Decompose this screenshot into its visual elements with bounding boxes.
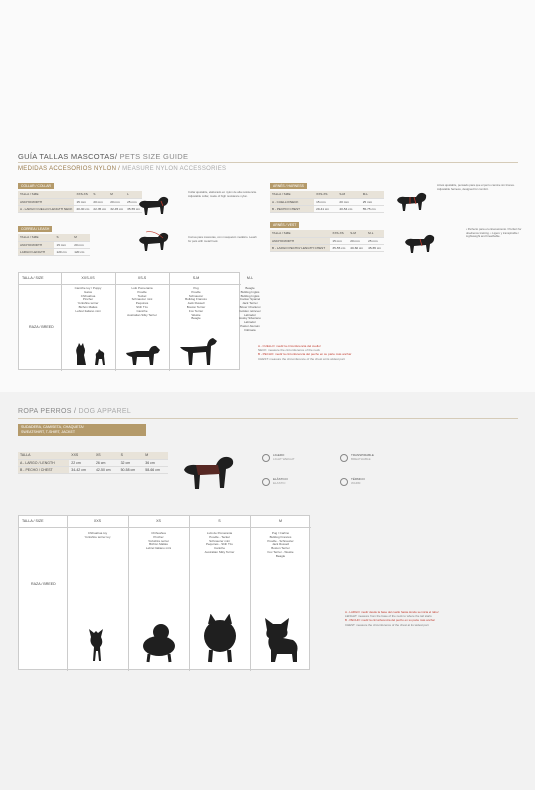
apparel-grid-head-rule xyxy=(19,527,311,528)
harness-table xyxy=(270,191,384,213)
grid-breed: Labrador xyxy=(243,312,256,317)
grid-size-header: XXS-XS xyxy=(81,276,95,280)
apparel-grid-breed: Caniche xyxy=(213,546,225,551)
vest-cell: 25 mm xyxy=(366,237,384,244)
apparel-grid-breed-label: RAZA / BREED xyxy=(31,582,56,586)
page-title xyxy=(18,152,188,161)
leash-cell: 120 cm xyxy=(72,248,90,255)
grid-breed: Caniche toy / Puppy xyxy=(74,286,102,290)
harness-cell: 25 mm xyxy=(361,198,384,205)
apparel-title xyxy=(18,408,131,415)
apparel-grid-breed: Bulldog Francés xyxy=(269,534,292,539)
vest-cell: 20 mm xyxy=(348,237,366,244)
collar-row-label: A - LARGO CUELLO/ LENGTH NECK xyxy=(20,206,73,211)
apparel-cell: S xyxy=(119,452,144,459)
grid-breed: Chihuahua xyxy=(80,293,96,298)
grid-breed-label: RAZA / BREED xyxy=(29,325,54,329)
vest-row-label: B - LARGO PECHO/ LENGTH CHEST xyxy=(270,244,330,251)
leash-row-label: ANCHO/WIDTH xyxy=(18,241,54,248)
apparel-grid-breed: Yorkshire terrier xyxy=(147,538,170,543)
apparel-cell: 58-66 cm xyxy=(143,466,168,473)
apparel-grid-breed: Pincher xyxy=(153,534,164,539)
apparel-row xyxy=(18,452,168,459)
apparel-grid-size-label: TALLA / SIZE xyxy=(22,519,44,523)
harness-cell: 15 mm xyxy=(314,198,337,205)
collar-cell: 20-30 cm xyxy=(76,206,90,211)
collar-row xyxy=(18,205,142,212)
doberman-icon xyxy=(177,335,221,367)
apparel-tag xyxy=(18,424,146,436)
grid-breed: Poodle xyxy=(137,289,147,294)
apparel-grid-size-header: XS xyxy=(156,519,161,523)
grid-breed-list xyxy=(115,287,169,317)
legend-a-es: A - CUELLO: medir la circunferencia del cuello/ xyxy=(258,344,321,348)
grid-breed: Shih Tzu xyxy=(136,304,148,309)
leash-row xyxy=(18,248,90,255)
feature-label xyxy=(273,454,295,461)
collar-cell: 32-45 cm xyxy=(110,206,124,211)
grid-breed: Gatos xyxy=(83,289,92,294)
vest-cell: 40-60 cm xyxy=(348,244,366,251)
collar-note: Collar ajustable, elaborado en nylon de alta resistencia. Adjustable collar, made of high resistance nylon. xyxy=(188,190,257,198)
legend-bottom-b-en: CHEST: measure the circumference of the chest at its widest part xyxy=(345,622,429,627)
grid-breed-list xyxy=(61,287,115,314)
grid-breed: Bulldog Inglés xyxy=(240,289,260,294)
legend-bottom-a-en: LENGHT: measure from the base of the neck to where the tail starts xyxy=(345,614,432,619)
feature-label-es: TRANSPIRABLE xyxy=(351,453,374,457)
collar-row-label: ANCHO/WIDTH xyxy=(18,198,74,205)
grid-breed: Jack Russell xyxy=(187,301,205,306)
grid-breed: Labrador xyxy=(243,320,256,325)
leash-table xyxy=(18,234,90,256)
collar-cell: M xyxy=(108,191,125,198)
feather-icon xyxy=(262,454,270,462)
collar-cell: S xyxy=(91,191,108,198)
grid-breed: Bulldog Francés xyxy=(185,297,207,302)
grid-breed: Teckel xyxy=(137,293,147,298)
harness-row-label: TALLA / SIZE xyxy=(270,191,314,198)
dog-leash-icon xyxy=(134,228,174,256)
grid-breed: Bóxer Charleroi xyxy=(239,304,261,309)
apparel-grid-breed: Poodle - Schnauzer xyxy=(267,538,294,543)
apparel-cell: 34-42 cm xyxy=(69,466,94,473)
collar-row-label: TALLA / SIZE xyxy=(18,191,74,198)
vest-row xyxy=(270,237,384,244)
harness-row xyxy=(270,191,384,198)
apparel-grid-breed: Pequinés - Shih Tzu xyxy=(206,542,233,547)
vest-cell: S-M xyxy=(348,230,366,237)
leash-cell: S xyxy=(54,234,72,241)
harness-row xyxy=(270,205,384,212)
apparel-cell: XXS xyxy=(69,452,94,459)
apparel-grid-breed-list xyxy=(67,532,128,540)
legend-bottom-a-es: A - LARGO: medir desde la base del cuello hasta donde se inicia el rabo/ xyxy=(345,610,439,614)
harness-note: Arnés ajustable, pensado para que el perro camine sin tirones. Adjustable harness, designed for comfort. xyxy=(437,183,515,191)
grid-breed: Beagle xyxy=(245,286,255,290)
cat-and-chihuahua-icon xyxy=(69,341,113,367)
apparel-grid-breed: Schnauzer mini xyxy=(209,538,230,543)
measure-legend-bottom xyxy=(345,610,525,627)
collar-cell: 20 mm xyxy=(108,198,125,205)
feature-label-es: ELÁSTICO xyxy=(273,477,288,481)
harness-cell: M-L xyxy=(361,191,384,198)
vest-cell: XXS-XS xyxy=(330,230,348,237)
pomeranian-icon xyxy=(199,614,241,664)
feature-label-es: TÉRMICO xyxy=(351,477,365,481)
chihuahua-icon xyxy=(83,619,113,663)
subtitle-en: MEASURE NYLON ACCESSORIES xyxy=(120,166,227,172)
collar-cell: XXS-XS xyxy=(74,191,91,198)
collar-tag: COLLAR / COLLAR xyxy=(18,183,54,189)
leash-cell: 15 mm xyxy=(54,241,72,248)
grid-size-header: S-M xyxy=(192,276,200,280)
dog-harness-icon xyxy=(392,188,430,216)
schnauzer-icon xyxy=(123,343,163,367)
vest-row-label: ANCHO/WIDTH xyxy=(270,237,330,244)
apparel-row-label: TALLA xyxy=(18,452,69,459)
feature-label-en: BREATHABLE xyxy=(351,456,371,461)
leash-cell: M xyxy=(72,234,90,241)
apparel-row-label: B - PECHO / CHEST xyxy=(18,466,69,473)
vest-row xyxy=(270,230,384,237)
grid-breed: Australian Silky Terrier xyxy=(127,312,157,317)
breathable-icon xyxy=(340,454,348,462)
section-subtitle xyxy=(18,166,226,172)
apparel-cell: 42-50 cm xyxy=(94,466,119,473)
leash-row xyxy=(18,241,90,248)
dog-vest-icon xyxy=(400,230,438,258)
harness-cell: 40-54 cm xyxy=(337,205,360,212)
grid-breed: Lebrel Italiano mini xyxy=(75,308,101,313)
grid-breed: Pug xyxy=(193,286,199,290)
grid-breed: Caniche xyxy=(136,308,148,313)
harness-cell: 55-75 cm xyxy=(361,205,384,212)
breed-size-grid xyxy=(18,272,261,370)
measure-legend-top xyxy=(258,344,458,361)
leash-tag: CORREA / LEASH xyxy=(18,226,52,232)
collar-cell: 20 mm xyxy=(91,198,108,205)
vest-cell: M-L xyxy=(366,230,384,237)
apparel-tag-es: SUDADERA, CAMISETA, CHAQUETA/ xyxy=(21,425,84,429)
harness-row-label: B - PECHO/ CHEST xyxy=(270,205,314,212)
grid-breed: Westie xyxy=(191,312,201,317)
grid-breed: Bulldog Inglés xyxy=(240,293,260,298)
apparel-row xyxy=(18,459,168,466)
harness-row xyxy=(270,198,384,205)
title-es: GUÍA TALLAS MASCOTAS/ xyxy=(18,152,118,161)
thermal-icon xyxy=(340,478,348,486)
feature-label-es: LIGERO xyxy=(273,453,285,457)
apparel-grid-breed: Chihuahua xyxy=(151,531,166,535)
feature-label xyxy=(273,478,288,485)
apparel-cell: 22 cm xyxy=(69,459,94,466)
collar-cell: 15 mm xyxy=(74,198,91,205)
collar-cell: 35-55 cm xyxy=(127,206,141,211)
divider xyxy=(18,162,518,163)
feature-label-en: ELASTIC xyxy=(273,480,286,485)
apparel-grid-breed-list xyxy=(189,532,250,555)
leash-cell: 20 mm xyxy=(72,241,90,248)
vest-row xyxy=(270,244,384,251)
grid-breed: Dálmata xyxy=(244,327,256,332)
grid-size-header: XS-S xyxy=(137,276,147,280)
grid-breed: Schnauzer mini xyxy=(131,297,153,302)
feature-label xyxy=(351,454,374,461)
apparel-grid-breed: Pug / Carlino xyxy=(271,531,290,535)
french-bulldog-icon xyxy=(259,616,303,664)
apparel-grid-breed-list xyxy=(128,532,189,551)
elastic-icon xyxy=(262,478,270,486)
dog-collar-icon xyxy=(134,192,172,220)
grid-breed: Jack Terrier xyxy=(242,301,258,306)
apparel-cell: M xyxy=(143,452,168,459)
harness-cell: XXS-XS xyxy=(314,191,337,198)
apparel-grid-breed: Bichón Maltés xyxy=(149,542,168,547)
harness-row-label: A - CUELLO/NECK xyxy=(270,198,314,205)
yorkshire-icon xyxy=(139,616,179,664)
collar-cell: 25 mm xyxy=(125,198,142,205)
apparel-cell: XS xyxy=(94,452,119,459)
harness-cell: S-M xyxy=(337,191,360,198)
grid-size-header: M-L xyxy=(246,276,254,280)
legend-b-es: B - PECHO: medir la circunferencia del pecho en su parte más ancha/ xyxy=(258,352,352,357)
legend-bottom-b-es: B - PECHO: medir la circunferencia del pecho en su parte más ancha/ xyxy=(345,618,435,623)
vest-cell: 45-65 cm xyxy=(366,244,384,251)
vest-cell: 35-55 cm xyxy=(330,244,348,251)
apparel-tag-en: SWEATSHIRT, T-SHIRT, JACKET xyxy=(21,430,76,434)
feature-label-en: LIGHT WEIGHT xyxy=(273,456,295,461)
grid-breed: Husky Siberiano xyxy=(239,316,261,321)
collar-cell: L xyxy=(125,191,142,198)
grid-breed: Pincher xyxy=(82,297,94,302)
apparel-grid-breed: Lulú de Pomerania xyxy=(206,531,233,535)
apparel-cell: 32 cm xyxy=(119,459,144,466)
harness-cell: 20 mm xyxy=(337,198,360,205)
dog-apparel-icon xyxy=(180,452,240,494)
grid-breed: Beagle xyxy=(191,316,201,321)
collar-cell: 22-35 cm xyxy=(93,206,107,211)
title-en: PETS SIZE GUIDE xyxy=(117,152,189,161)
collar-row xyxy=(18,191,142,198)
leash-note: Correa para mascotas, con mosquetón metálico. Leash for pets with metal hook. xyxy=(188,235,257,243)
grid-breed: Fox Terrier xyxy=(188,308,204,313)
grid-size-label: TALLA / SIZE xyxy=(22,276,44,280)
subtitle-es: MEDIDAS ACCESORIOS NYLON / xyxy=(18,166,121,172)
grid-breed: Golden retriever xyxy=(239,308,261,313)
apparel-grid-breed: Australian Silky Terrier xyxy=(204,549,235,554)
apparel-title-es: ROPA PERROS / xyxy=(18,408,77,415)
grid-breed: Pastor Alemán xyxy=(240,323,260,328)
collar-row xyxy=(18,198,142,205)
grid-breed: Lulú Pomerania xyxy=(131,286,153,290)
apparel-grid-breed: Beagle xyxy=(275,553,286,558)
apparel-row xyxy=(18,466,168,473)
grid-breed: Schnauzer xyxy=(188,293,204,298)
apparel-cell: 50-58 cm xyxy=(119,466,144,473)
grid-breed: Yorkshire terrier xyxy=(77,301,99,306)
apparel-grid-size-header: M xyxy=(279,519,282,523)
collar-table xyxy=(18,191,142,213)
apparel-grid-breed: Chihuahua toy xyxy=(87,531,108,535)
apparel-grid-breed: Yorkshire terrier toy xyxy=(84,534,111,539)
leash-row xyxy=(18,234,90,241)
apparel-grid-breed: Fox Terrier - Westie xyxy=(267,549,294,554)
apparel-size-grid xyxy=(18,515,310,670)
leash-row-label: LARGO/ LENGTH xyxy=(18,248,54,255)
grid-breed-list xyxy=(223,287,277,333)
grid-breed: Cocker Spaniel xyxy=(239,297,261,302)
apparel-grid-breed: Boston Terrier xyxy=(271,546,290,551)
apparel-grid-breed-list xyxy=(250,532,311,559)
apparel-grid-size-header: XXS xyxy=(93,519,102,523)
vest-note: • Perfecto para el entrenamiento / Perfect for obedience training. • Ligero y transpirable / Lightweight and breathable. xyxy=(466,227,522,239)
apparel-cell: 36 cm xyxy=(143,459,168,466)
apparel-grid-breed: Jack Russell xyxy=(272,542,289,547)
apparel-row-label: A - LARGO / LENGTH xyxy=(18,459,69,466)
apparel-grid-size-header: S xyxy=(218,519,221,523)
vest-table xyxy=(270,230,384,252)
apparel-title-en: DOG APPAREL xyxy=(76,408,132,415)
feature-label xyxy=(351,478,365,485)
grid-breed-list xyxy=(169,287,223,321)
legend-a-en: NECK: measure the circumference of the neck xyxy=(258,348,320,353)
leash-cell: 120 cm xyxy=(54,248,72,255)
harness-cell: 29-41 cm xyxy=(314,205,337,212)
feature-label-en: WARM xyxy=(351,480,361,485)
apparel-divider xyxy=(18,418,518,419)
grid-breed: Pequinés xyxy=(135,301,149,306)
grid-breed: Bichón Maltés xyxy=(78,304,98,309)
vest-tag: ARNÉS / VEST xyxy=(270,222,299,228)
grid-breed: Boston Terrier xyxy=(186,304,206,309)
leash-row-label: TALLA / SIZE xyxy=(18,234,54,241)
apparel-table xyxy=(18,452,168,474)
grid-head-rule xyxy=(19,284,241,285)
apparel-cell: 26 cm xyxy=(94,459,119,466)
vest-cell: 15 mm xyxy=(330,237,348,244)
grid-breed: Poodle xyxy=(191,289,201,294)
apparel-grid-breed: Lebrel Italiano mini xyxy=(145,546,172,551)
harness-tag: ARNÉS / HARNESS xyxy=(270,183,307,189)
vest-row-label: TALLA / SIZE xyxy=(270,230,330,237)
legend-b-en: CHEST: measure the circumference of the chest at its widest part xyxy=(258,356,345,361)
apparel-grid-breed: Poodle - Teckel xyxy=(209,534,230,539)
